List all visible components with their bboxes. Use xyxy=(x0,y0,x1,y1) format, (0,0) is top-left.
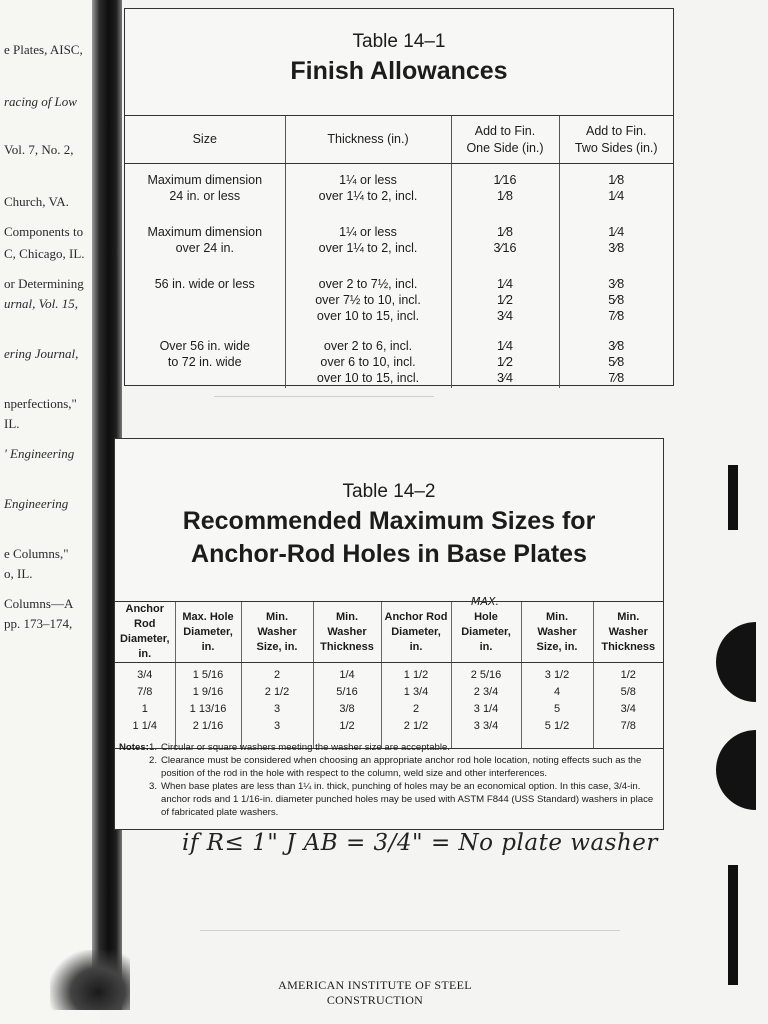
cell-line: 1⁄16 xyxy=(493,173,517,187)
table-column-values xyxy=(241,663,313,749)
cell-line: 4 xyxy=(553,686,561,698)
spine-shadow-base xyxy=(50,950,130,1010)
note-item xyxy=(119,754,659,780)
column-header: Hole Diameter, in. xyxy=(451,602,521,663)
left-reference-text: nperfections," xyxy=(4,396,77,411)
cell-line: over 7½ to 10, incl. xyxy=(315,292,421,307)
handwritten-note: if R≤ 1" J AB = 3/4" = No plate washer xyxy=(182,830,658,856)
table-column-values xyxy=(175,663,241,749)
table-cell-size xyxy=(125,268,285,330)
table-finish-allowances xyxy=(124,8,674,386)
column-header: Add to Fin. Two Sides (in.) xyxy=(559,116,673,164)
note-item xyxy=(119,780,659,819)
table-column-values xyxy=(313,663,381,749)
cell-line: 7/8 xyxy=(620,720,636,732)
cell-line: 1/4 xyxy=(339,669,355,681)
note-number: 3. xyxy=(149,781,158,792)
left-reference-text: IL. xyxy=(4,416,20,431)
cell-line: over 2 to 6, incl. xyxy=(323,338,413,353)
cell-line: 5 1/2 xyxy=(544,720,570,732)
cell-line: over 6 to 10, incl. xyxy=(320,354,416,369)
cell-line: Maximum dimension xyxy=(147,173,263,187)
table-column-values xyxy=(521,663,593,749)
left-reference-text: pp. 173–174, xyxy=(4,616,73,631)
column-header: Max. Hole Diameter, in. xyxy=(175,602,241,663)
cell-line: 1⁄2 xyxy=(497,354,513,369)
left-reference-text: urnal, Vol. 15, xyxy=(4,296,79,311)
page-footer: AMERICAN INSTITUTE OF STEEL CONSTRUCTION xyxy=(278,978,472,1007)
table-cell-one-side xyxy=(451,164,559,216)
cell-line: 2 3/4 xyxy=(473,686,499,698)
cell-line: 3⁄4 xyxy=(497,308,513,323)
column-header: Anchor Rod Diameter, in. xyxy=(115,602,175,663)
cell-line: Over 56 in. wide xyxy=(159,338,250,353)
column-header: Min. Washer Thickness xyxy=(313,602,381,663)
table-cell-two-sides xyxy=(559,164,673,216)
table-row xyxy=(125,268,673,330)
cell-line: 1¼ or less xyxy=(339,173,397,187)
cell-line: 1⁄8 xyxy=(497,224,513,239)
left-reference-text: e Plates, AISC, xyxy=(4,42,83,57)
scan-line xyxy=(214,396,434,397)
note-text: When base plates are less than 1¼ in. thick, punching of holes may be an economical option. In this case, 3/4-in. anchor rods and 1 1/16-in. diameter punched holes may be used with ASTM F844 (USS Standard) washers in place of fabricated plate washers. xyxy=(161,781,654,818)
cell-line: 2 1/2 xyxy=(403,720,429,732)
table-cell-thickness xyxy=(285,268,451,330)
cell-line: 1 5/16 xyxy=(192,669,224,681)
table-title-line-1: Recommended Maximum Sizes for xyxy=(182,507,596,535)
table-row xyxy=(125,164,673,216)
cell-line: 24 in. or less xyxy=(169,189,241,203)
cell-line: 2 xyxy=(412,703,420,715)
finish-allowances-grid xyxy=(125,115,673,388)
cell-line: 1⁄8 xyxy=(608,173,625,187)
cell-line: 5⁄8 xyxy=(608,354,625,369)
left-reference-text: C, Chicago, IL. xyxy=(4,246,85,261)
table-cell-two-sides xyxy=(559,330,673,388)
cell-line: 1⁄4 xyxy=(497,338,513,353)
left-reference-text: Vol. 7, No. 2, xyxy=(4,142,74,157)
cell-line: 3/8 xyxy=(339,703,355,715)
right-edge-mark xyxy=(728,865,738,985)
table-cell-size xyxy=(125,216,285,268)
cell-line: 1⁄4 xyxy=(497,276,513,291)
table-cell-size xyxy=(125,164,285,216)
cell-line: 2 1/16 xyxy=(192,720,224,732)
cell-line: 1⁄2 xyxy=(497,292,513,307)
cell-line: 1⁄4 xyxy=(608,224,625,239)
table-anchor-rod-holes xyxy=(114,438,664,830)
cell-line: over 24 in. xyxy=(175,240,234,255)
cell-line: 1 1/2 xyxy=(403,669,429,681)
cell-line: Maximum dimension xyxy=(147,224,263,239)
note-text: Circular or square washers meeting the washer size are acceptable. xyxy=(161,742,451,753)
cell-line: 1 1/4 xyxy=(132,720,157,732)
column-header: Size xyxy=(125,116,285,164)
left-reference-text: Columns—A xyxy=(4,596,74,611)
cell-line: over 2 to 7½, incl. xyxy=(318,276,418,291)
cell-line: to 72 in. wide xyxy=(167,354,242,369)
table-number: Table 14–2 xyxy=(342,481,436,502)
left-reference-text: Components to xyxy=(4,224,84,239)
cell-line: 1 13/16 xyxy=(189,703,227,715)
note-number: 1. xyxy=(149,742,158,753)
table-column-values xyxy=(115,663,175,749)
left-reference-text: or Determining xyxy=(4,276,84,291)
cell-line: 7⁄8 xyxy=(608,308,625,323)
cell-line: 2 xyxy=(273,669,281,681)
note-text: Clearance must be considered when choosing an appropriate anchor rod hole location, noting effects such as the position of the rod in the hole with respect to the column, weld size and other interferences. xyxy=(161,755,642,779)
column-header: Thickness (in.) xyxy=(285,116,451,164)
table-number: Table 14–1 xyxy=(352,31,446,52)
note-number: 2. xyxy=(149,755,158,766)
anchor-rod-grid xyxy=(115,601,663,749)
table-title-line-2: Anchor-Rod Holes in Base Plates xyxy=(191,540,587,568)
cell-line: 7/8 xyxy=(137,686,153,698)
table-cell-two-sides xyxy=(559,268,673,330)
cell-line: 3⁄16 xyxy=(493,240,517,255)
cell-line: 3 1/2 xyxy=(544,669,570,681)
cell-line: 3 xyxy=(273,720,281,732)
cell-line: 3⁄8 xyxy=(608,338,625,353)
cell-line: over 1¼ to 2, incl. xyxy=(318,240,418,255)
cell-line: 5⁄8 xyxy=(608,292,625,307)
left-reference-text: ' Engineering xyxy=(4,446,75,461)
cell-line: 3 1/4 xyxy=(473,703,499,715)
cell-line: 5/8 xyxy=(620,686,636,698)
column-header: Anchor Rod Diameter, in. xyxy=(381,602,451,663)
notes-label xyxy=(119,754,149,780)
column-header: Min. Washer Size, in. xyxy=(241,602,313,663)
table-column-values xyxy=(381,663,451,749)
table-cell-one-side xyxy=(451,216,559,268)
cell-line: 56 in. wide or less xyxy=(154,276,255,291)
cell-line: over 10 to 15, incl. xyxy=(316,308,420,323)
table-cell-thickness xyxy=(285,330,451,388)
cell-line: 5 xyxy=(553,703,561,715)
notes-label: Notes: xyxy=(119,742,149,753)
cell-line: 3 xyxy=(273,703,281,715)
cell-line: 1 9/16 xyxy=(192,686,224,698)
left-reference-text: o, IL. xyxy=(4,566,33,581)
cell-line: 3⁄4 xyxy=(497,370,513,385)
cell-line: 7⁄8 xyxy=(608,370,625,385)
left-reference-text: ering Journal, xyxy=(4,346,79,361)
cell-line: 1 xyxy=(141,703,148,715)
cell-line: 1⁄4 xyxy=(608,189,625,203)
table-column-values xyxy=(593,663,663,749)
table-notes xyxy=(119,741,659,819)
left-reference-text: Church, VA. xyxy=(4,194,69,209)
cell-line: over 1¼ to 2, incl. xyxy=(318,189,418,203)
cell-line: 1/2 xyxy=(620,669,636,681)
handwritten-max-annotation: MAX. xyxy=(471,595,500,608)
cell-line: 3⁄8 xyxy=(608,276,625,291)
table-cell-one-side xyxy=(451,268,559,330)
table-cell-thickness xyxy=(285,164,451,216)
cell-line: 3 3/4 xyxy=(473,720,499,732)
table-cell-two-sides xyxy=(559,216,673,268)
column-header: Min. Washer Size, in. xyxy=(521,602,593,663)
table-row xyxy=(125,216,673,268)
cell-line: 2 1/2 xyxy=(264,686,290,698)
table-row xyxy=(125,330,673,388)
cell-line: over 10 to 15, incl. xyxy=(316,370,420,385)
right-edge-blob xyxy=(716,730,756,810)
column-header: Add to Fin. One Side (in.) xyxy=(451,116,559,164)
cell-line: 3/4 xyxy=(620,703,636,715)
table-cell-one-side xyxy=(451,330,559,388)
notes-label xyxy=(119,780,149,819)
scan-line xyxy=(200,930,620,931)
right-edge-blob xyxy=(716,622,756,702)
cell-line: 1⁄8 xyxy=(497,189,513,203)
left-reference-text: e Columns," xyxy=(4,546,69,561)
note-item xyxy=(119,741,659,754)
table-cell-thickness xyxy=(285,216,451,268)
left-reference-text: Engineering xyxy=(4,496,69,511)
column-header: Min. Washer Thickness xyxy=(593,602,663,663)
table-cell-size xyxy=(125,330,285,388)
cell-line: 1/2 xyxy=(339,720,355,732)
table-title: Finish Allowances xyxy=(290,57,508,85)
cell-line: 5/16 xyxy=(336,686,358,698)
left-reference-text: racing of Low xyxy=(4,94,77,109)
table-column-values xyxy=(451,663,521,749)
left-page-references xyxy=(0,0,92,1024)
cell-line: 2 5/16 xyxy=(470,669,502,681)
cell-line: 1¼ or less xyxy=(339,224,397,239)
cell-line: 1 3/4 xyxy=(403,686,429,698)
cell-line: 3⁄8 xyxy=(608,240,625,255)
cell-line: 3/4 xyxy=(137,669,153,681)
right-edge-mark xyxy=(728,465,738,530)
